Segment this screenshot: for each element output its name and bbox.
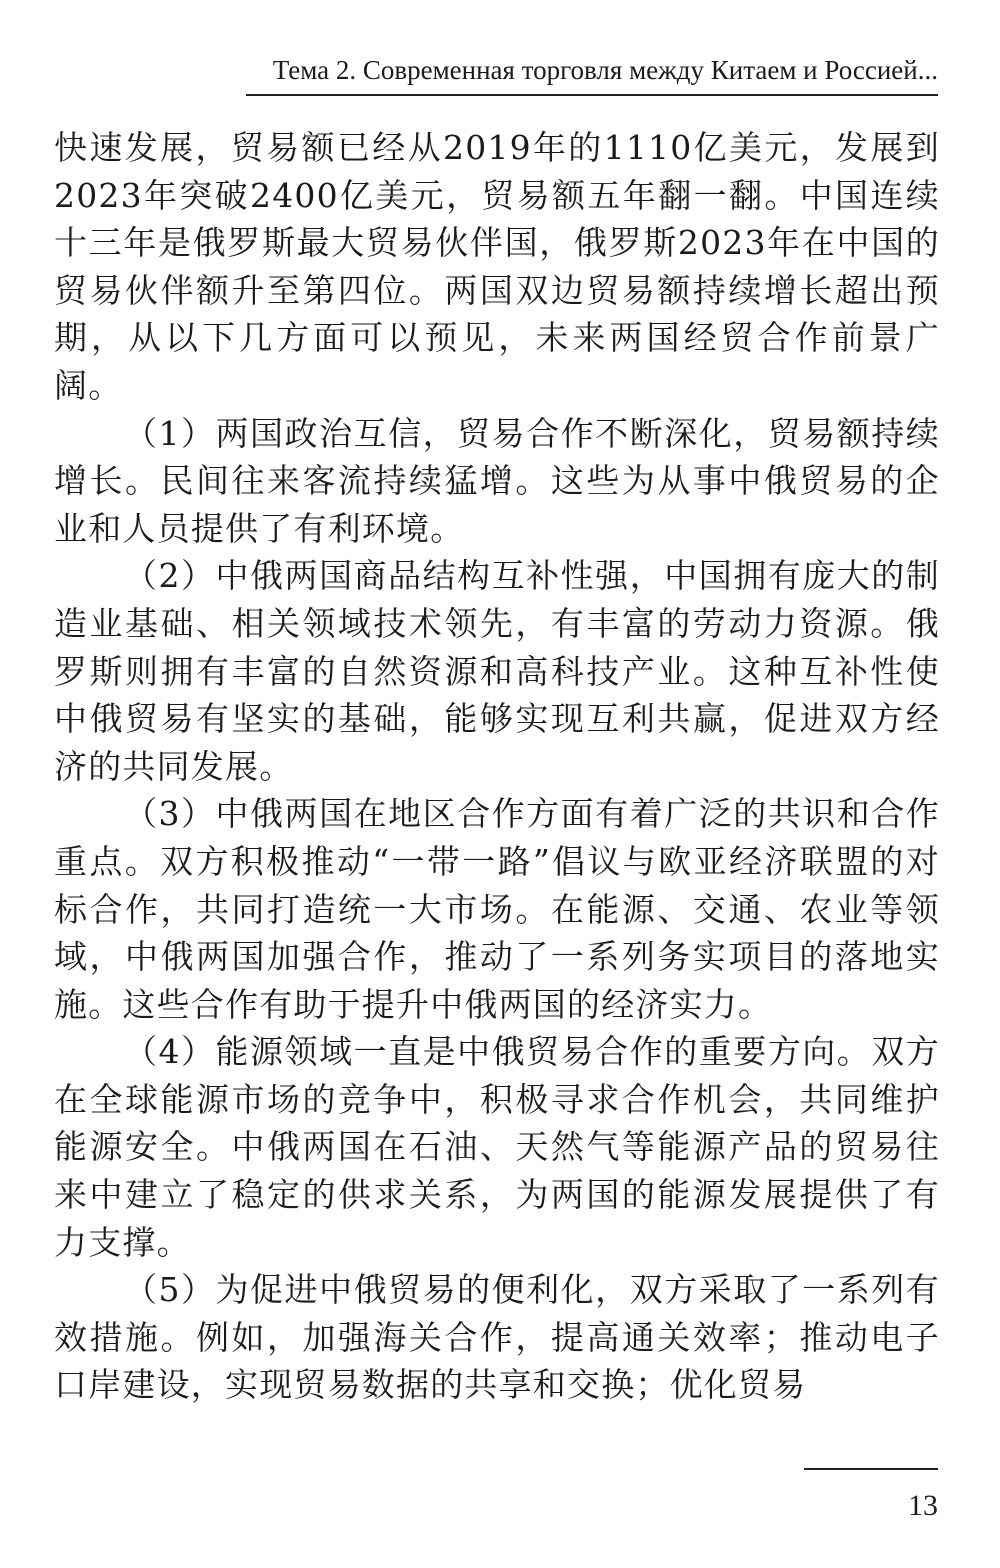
paragraph-point-3: （3）中俄两国在地区合作方面有着广泛的共识和合作重点。双方积极推动“一带一路”倡议与欧亚经济联盟的对标合作，共同打造统一大市场。在能源、交通、农业等领域，中俄两国加强合作，推动了一系列务实项目的落地实施。这些合作有助于提升中俄两国的经济实力。 [54, 794, 940, 1024]
paragraph-point-1: （1）两国政治互信，贸易合作不断深化，贸易额持续增长。民间往来客流持续猛增。这些为从事中俄贸易的企业和人员提供了有利环境。 [54, 413, 940, 548]
paragraph-point-5: （5）为促进中俄贸易的便利化，双方采取了一系列有效措施。例如，加强海关合作，提高通关效率；推动电子口岸建设，实现贸易数据的共享和交换；优化贸易 [54, 1270, 940, 1405]
footer-rule [804, 1468, 938, 1470]
page-number: 13 [908, 1489, 938, 1522]
paragraph-point-4: （4）能源领域一直是中俄贸易合作的重要方向。双方在全球能源市场的竞争中，积极寻求合作机会，共同维护能源安全。中俄两国在石油、天然气等能源产品的贸易往来中建立了稳定的供求关系，为两国的能源发展提供了有力支撑。 [54, 1032, 940, 1262]
paragraph-point-2: （2）中俄两国商品结构互补性强，中国拥有庞大的制造业基础、相关领域技术领先，有丰富的劳动力资源。俄罗斯则拥有丰富的自然资源和高科技产业。这种互补性使中俄贸易有坚实的基础，能够实现互利共赢，促进双方经济的共同发展。 [54, 556, 940, 786]
running-header: Тема 2. Современная торговля между Китаем и Россией... [272, 55, 938, 85]
paragraph-continuation: 快速发展，贸易额已经从2019年的1110亿美元，发展到2023年突破2400亿美元，贸易额五年翻一翻。中国连续十三年是俄罗斯最大贸易伙伴国，俄罗斯2023年在中国的贸易伙伴额升至第四位。两国双边贸易额持续增长超出预期，从以下几方面可以预见，未来两国经贸合作前景广阔。 [54, 128, 940, 405]
body-text [54, 124, 940, 1409]
header-rule [246, 94, 938, 96]
